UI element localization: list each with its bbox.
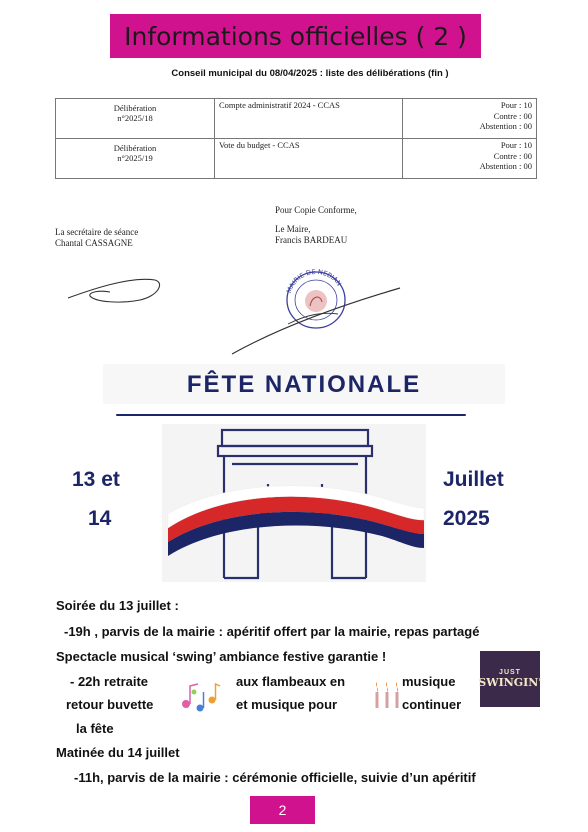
vote-contre: Contre : 00 xyxy=(493,150,532,161)
program-line-4b: et musique pour xyxy=(236,697,338,712)
swing-logo-line1: JUST xyxy=(499,669,521,676)
program-line-6: -11h, parvis de la mairie : cérémonie officielle, suivie d’un apéritif xyxy=(74,770,476,785)
section-subtitle: Conseil municipal du 08/04/2025 : liste des délibérations (fin ) xyxy=(171,68,449,79)
deliberation-id-cell xyxy=(56,99,215,139)
mayor-signature xyxy=(228,284,404,358)
arc-de-triomphe-illustration xyxy=(162,424,426,582)
vote-contre: Contre : 00 xyxy=(493,110,532,121)
deliberations-table xyxy=(55,98,537,179)
date-left-line1: 13 et xyxy=(72,468,120,491)
mayor-name: Francis BARDEAU xyxy=(275,235,348,245)
deliberation-subject: Compte administratif 2024 - CCAS xyxy=(215,99,403,139)
fete-title: FÊTE NATIONALE xyxy=(186,371,422,398)
program-line-5: la fête xyxy=(76,721,114,736)
mayor-role: Le Maire, xyxy=(275,224,311,234)
secretary-name: Chantal CASSAGNE xyxy=(55,238,133,248)
stamp-text: MAIRIE DE NEBIAN xyxy=(285,268,344,295)
deliberation-number: n°2025/19 xyxy=(117,153,153,163)
program-line-2: Spectacle musical ‘swing’ ambiance festive garantie ! xyxy=(56,649,387,664)
secretary-role: La secrétaire de séance xyxy=(55,227,139,237)
program-line-3a: - 22h retraite xyxy=(70,674,149,689)
date-right-line2: 2025 xyxy=(443,507,490,530)
program-line-3c: musique xyxy=(402,674,456,689)
date-right-line1: Juillet xyxy=(443,468,504,491)
music-notes-icon xyxy=(176,678,222,716)
vote-pour: Pour : 10 xyxy=(500,140,532,150)
table-row xyxy=(56,99,537,139)
secretary-block xyxy=(55,227,138,249)
mayor-block xyxy=(275,224,347,246)
swing-logo-line2: SWINGIN' xyxy=(478,676,542,689)
vote-pour: Pour : 10 xyxy=(500,100,532,110)
deliberation-id-cell xyxy=(56,139,215,179)
vote-abstention: Abstention : 00 xyxy=(479,161,532,171)
program-line-4a: retour buvette xyxy=(66,697,154,712)
evening-heading: Soirée du 13 juillet : xyxy=(56,598,179,613)
vote-cell xyxy=(403,139,537,179)
date-left-line2: 14 xyxy=(88,507,112,530)
vote-cell xyxy=(403,99,537,139)
deliberation-number: n°2025/18 xyxy=(117,113,153,123)
vote-abstention: Abstention : 00 xyxy=(479,121,532,131)
page-title xyxy=(110,14,481,58)
secretary-signature xyxy=(60,268,170,313)
fete-underline xyxy=(116,414,466,416)
deliberation-subject: Vote du budget - CCAS xyxy=(215,139,403,179)
program-line-4c: continuer xyxy=(402,697,462,712)
deliberation-label: Délibération xyxy=(113,143,157,153)
page-title-text: Informations officielles ( 2 ) xyxy=(124,21,467,51)
copy-conform-text: Pour Copie Conforme, xyxy=(275,205,357,215)
swing-band-logo xyxy=(480,651,540,707)
table-row xyxy=(56,139,537,179)
morning-heading: Matinée du 14 juillet xyxy=(56,745,180,760)
program-line-3b: aux flambeaux en xyxy=(236,674,346,689)
program-line-1: -19h , parvis de la mairie : apéritif offert par la mairie, repas partagé xyxy=(64,624,480,639)
deliberation-label: Délibération xyxy=(113,103,157,113)
page-number: 2 xyxy=(250,796,315,824)
torch-icon xyxy=(370,680,404,712)
